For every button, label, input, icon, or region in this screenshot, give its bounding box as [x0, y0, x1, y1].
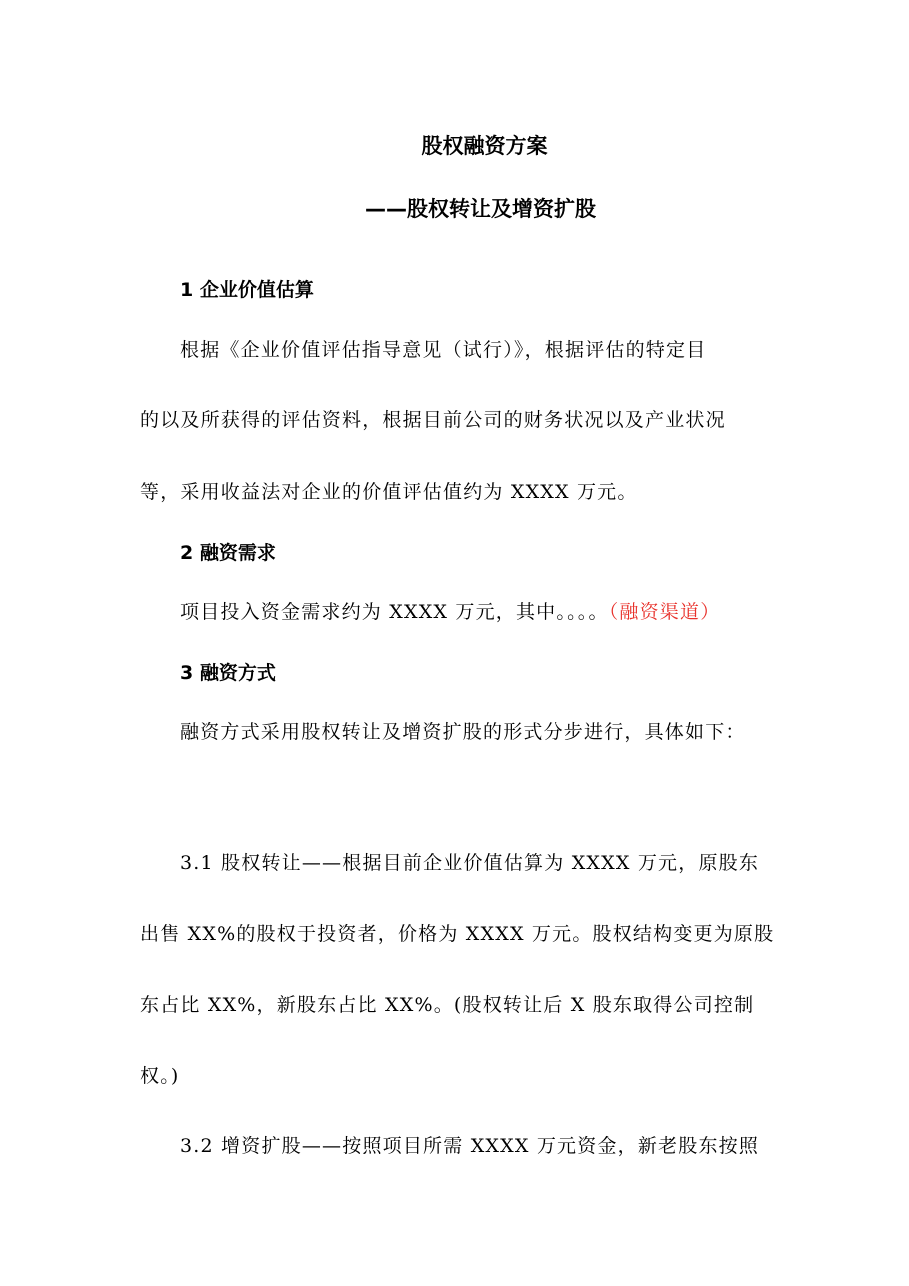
section-2-heading: 2 融资需求 — [180, 542, 276, 564]
section-1-line-2: 的以及所获得的评估资料，根据目前公司的财务状况以及产业状况 — [140, 409, 726, 431]
document-subtitle: ——股权转让及增资扩股 — [365, 197, 596, 221]
section-1-heading: 1 企业价值估算 — [180, 279, 314, 301]
section-3-1-line-4: 权。) — [140, 1065, 180, 1087]
section-2-line — [180, 597, 720, 624]
section-1-line-1: 根据《企业价值评估指导意见（试行）》，根据评估的特定目 — [180, 339, 707, 361]
section-3-intro: 融资方式采用股权转让及增资扩股的形式分步进行，具体如下： — [180, 721, 746, 743]
section-3-1-line-2: 出售 XX%的股权于投资者，价格为 XXXX 万元。股权结构变更为原股 — [140, 923, 775, 945]
section-1-line-3: 等，采用收益法对企业的价值评估值约为 XXXX 万元。 — [140, 481, 638, 503]
section-3-2-line-1: 3.2 增资扩股——按照项目所需 XXXX 万元资金，新老股东按照 — [180, 1135, 760, 1157]
section-3-1-line-3: 东占比 XX%，新股东占比 XX%。(股权转让后 X 股东取得公司控制 — [140, 994, 755, 1016]
section-2-text: 项目投入资金需求约为 XXXX 万元，其中。。。。 — [180, 601, 609, 623]
section-3-heading: 3 融资方式 — [180, 662, 276, 684]
document-title: 股权融资方案 — [421, 134, 548, 158]
section-3-1-line-1: 3.1 股权转让——根据目前企业价值估算为 XXXX 万元，原股东 — [180, 852, 760, 874]
financing-channel-note: （融资渠道） — [608, 601, 721, 623]
